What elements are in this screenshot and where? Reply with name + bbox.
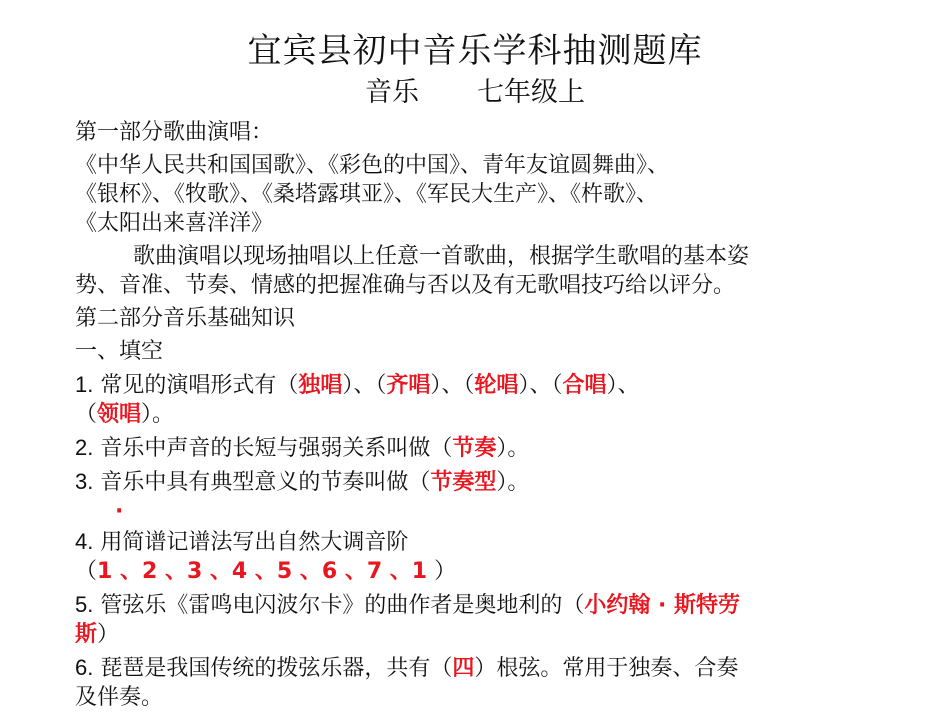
question-text: 音乐中具有典型意义的节奏叫做（ (93, 470, 431, 495)
question-text: 常见的演唱形式有（ (93, 373, 299, 398)
dot-mark-line (75, 497, 895, 527)
answer: 齐唱 (386, 373, 431, 398)
answer-continued: 斯 (75, 622, 98, 647)
question-text: ）根弦。常用于独奏、合奏 (474, 656, 739, 681)
punctuation: ）、 (606, 373, 640, 398)
question-number: 2. (75, 435, 94, 460)
answer: 四 (452, 656, 475, 681)
song-list-line-1: 《中华人民共和国国歌》、《彩色的中国》、青年友谊圆舞曲》、 (75, 153, 670, 178)
question-6 (75, 653, 895, 683)
question-text: 管弦乐《雷鸣电闪波尔卡》的曲作者是奥地利的（ (93, 593, 585, 618)
punctuation: （ (75, 402, 98, 427)
question-number: 4. (75, 529, 94, 554)
dot-mark: · (115, 499, 124, 524)
answer: 领唱 (97, 402, 142, 427)
punctuation: ）。 (141, 402, 175, 427)
question-number: 5. (75, 592, 94, 617)
punctuation: ） (427, 559, 457, 584)
question-number: 6. (75, 655, 94, 680)
question-4 (75, 527, 895, 557)
question-1-continued (75, 400, 895, 429)
answer: 独唱 (298, 373, 343, 398)
question-text: 用简谱记谱法写出自然大调音阶 (93, 530, 409, 555)
question-6-continued: 及伴奏。 (75, 685, 164, 710)
part2-heading: 第二部分音乐基础知识 (75, 306, 296, 331)
song-list-line-3: 《太阳出来喜洋洋》 (75, 211, 274, 236)
question-text: 琵琶是我国传统的拨弦乐器，共有（ (93, 656, 453, 681)
question-3 (75, 467, 895, 497)
subtitle-grade: 七年级上 (477, 77, 585, 108)
punctuation: ）、（ (518, 373, 563, 398)
song-list-line-2: 《银杯》、《牧歌》、《桑塔露琪亚》、《军民大生产》、《杵歌》、 (75, 182, 659, 207)
page-title: 宜宾县初中音乐学科抽测题库 (247, 31, 703, 71)
punctuation: ）、（ (342, 373, 387, 398)
punctuation: （ (75, 559, 98, 584)
evaluation-text-line-1: 歌曲演唱以现场抽唱以上任意一首歌曲，根据学生歌唱的基本姿 (133, 244, 750, 269)
part1-heading: 第一部分歌曲演唱： (75, 120, 274, 145)
evaluation-text-line-2: 势、音准、节奏、情感的把握准确与否以及有无歌唱技巧给以评分。 (75, 273, 736, 298)
punctuation: ） (97, 622, 120, 647)
answer: 节奏型 (430, 470, 497, 495)
question-5 (75, 590, 895, 620)
section-fill-blank: 一、填空 (75, 339, 164, 364)
question-4-answer-line (75, 557, 895, 586)
punctuation: ）。 (496, 436, 530, 461)
punctuation: ）、（ (430, 373, 475, 398)
document-body (75, 118, 895, 712)
answer: 合唱 (562, 373, 607, 398)
punctuation: ）。 (496, 470, 530, 495)
question-2 (75, 433, 895, 463)
page-subtitle (0, 76, 950, 110)
question-number: 3. (75, 469, 94, 494)
question-1 (75, 370, 895, 400)
answer-scale: 1 、2 、3 、4 、5 、6 、7 、1 (97, 559, 428, 584)
answer: 轮唱 (474, 373, 519, 398)
answer: 节奏 (452, 436, 497, 461)
question-5-continued (75, 620, 895, 649)
question-number: 1. (75, 372, 94, 397)
answer: 小约翰 · 斯特劳 (584, 593, 741, 618)
question-text: 音乐中声音的长短与强弱关系叫做（ (93, 436, 453, 461)
subtitle-subject: 音乐 (365, 77, 419, 108)
